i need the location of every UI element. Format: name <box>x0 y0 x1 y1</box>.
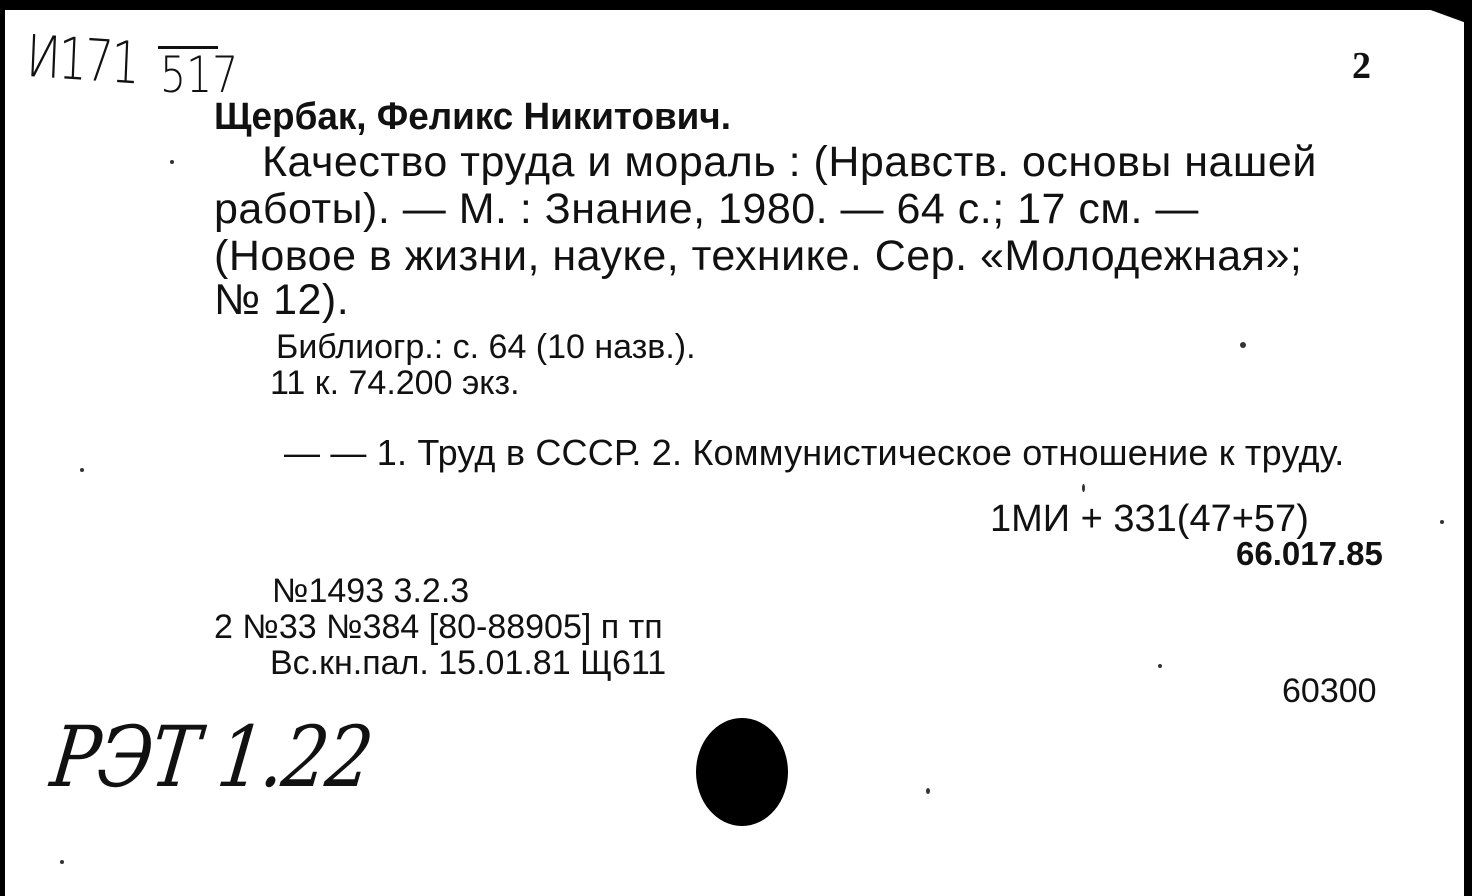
scan-speck <box>926 788 930 794</box>
description-line: Качество труда и мораль : (Нравств. основы нашей <box>262 138 1317 186</box>
registration-line: Вс.кн.пал. 15.01.81 Щ611 <box>270 644 667 682</box>
description-line: № 12). <box>214 276 350 324</box>
handwritten-shelf-mark: РЭТ 1.22 <box>46 708 377 806</box>
handwritten-fraction-number: 517 <box>160 46 239 104</box>
scan-speck <box>1158 664 1162 668</box>
scan-speck <box>1082 484 1085 492</box>
card-top-edge <box>0 0 1472 10</box>
card-left-edge <box>0 0 5 896</box>
card-number: 2 <box>1352 45 1371 87</box>
scan-speck <box>1240 342 1246 348</box>
scan-speck <box>80 468 84 472</box>
price-and-copies: 11 к. 74.200 экз. <box>270 364 520 402</box>
bibliography-note: Библиогр.: с. 64 (10 назв.). <box>276 328 696 366</box>
card-punch-hole <box>696 718 788 826</box>
card-code: 60300 <box>1282 672 1377 710</box>
subject-headings: — — 1. Труд в СССР. 2. Коммунистическое отношение к труду. <box>284 432 1345 473</box>
bbk-index: 66.017.85 <box>1236 535 1383 572</box>
card-right-edge <box>1464 0 1472 896</box>
scan-speck <box>170 160 174 164</box>
handwritten-call-number: И171 <box>25 22 139 98</box>
card-corner-edge <box>1412 0 1472 40</box>
registration-line: №1493 3.2.3 <box>272 572 470 610</box>
description-line: работы). — М. : Знание, 1980. — 64 с.; 17 см. — <box>214 185 1199 233</box>
udc-index: 1МИ + 331(47+57) <box>990 498 1309 540</box>
description-line: (Новое в жизни, науке, технике. Сер. «Молодежная»; <box>214 232 1303 280</box>
author-heading: Щербак, Феликс Никитович. <box>214 96 731 138</box>
scan-speck <box>1440 520 1444 524</box>
scan-speck <box>60 860 64 864</box>
registration-line: 2 №33 №384 [80-88905] п тп <box>214 608 663 646</box>
